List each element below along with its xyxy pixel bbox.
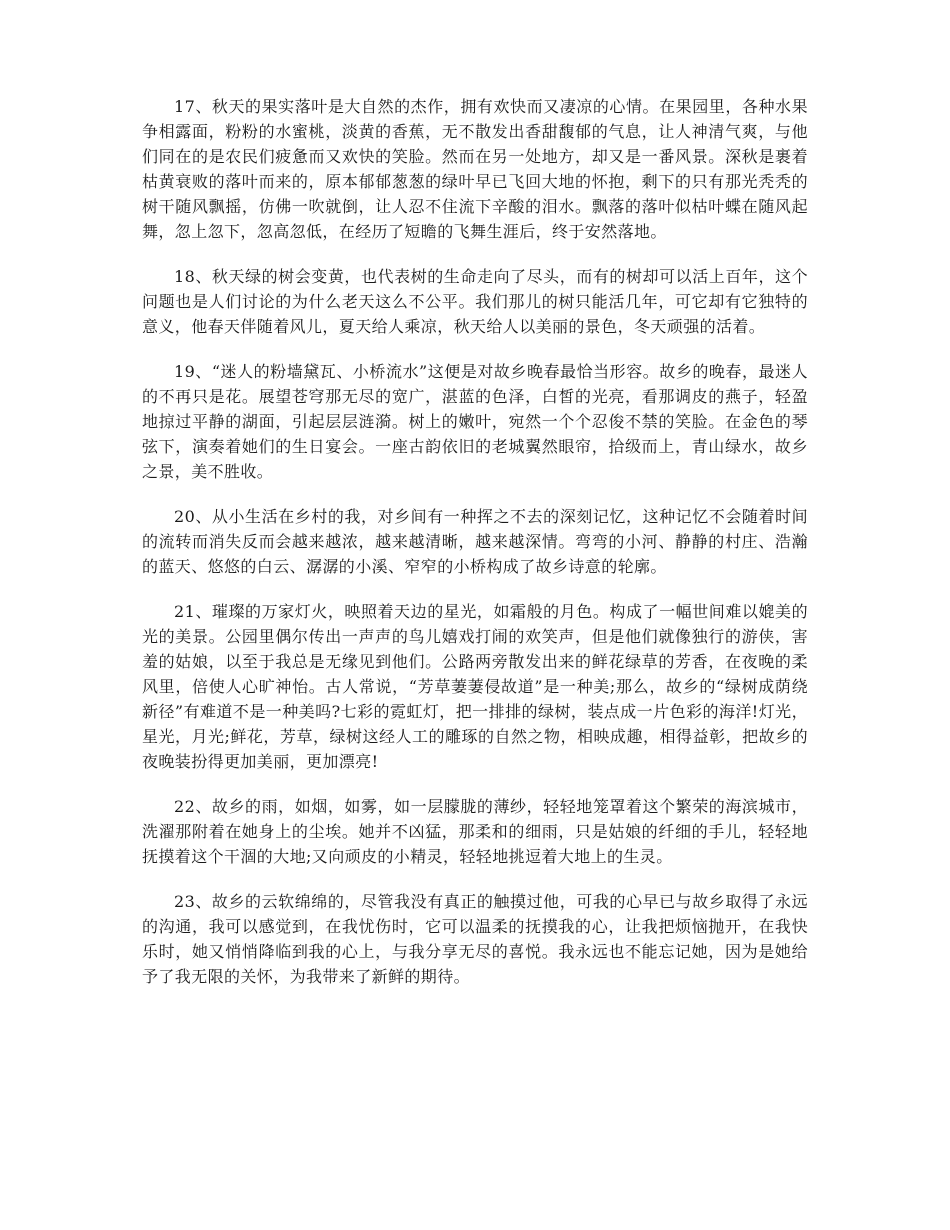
paragraph-19: 19、“迷人的粉墙黛瓦、小桥流水”这便是对故乡晚春最恰当形容。故乡的晚春，最迷人的不再只是花。展望苍穹那无尽的宽广，湛蓝的色泽，白皙的光亮，看那调皮的燕子，轻盈地掠过平静的湖面，引起层层涟漪。树上的嫩叶，宛然一个个忍俊不禁的笑脸。在金色的琴弦下，演奏着她们的生日宴会。一座古韵依旧的老城翼然眼帘，拾级而上，青山绿水，故乡之景，美不胜收。 xyxy=(142,362,808,481)
paragraph-22: 22、故乡的雨，如烟，如雾，如一层朦胧的薄纱，轻轻地笼罩着这个繁荣的海滨城市，洗濯那附着在她身上的尘埃。她并不凶猛，那柔和的细雨，只是姑娘的纤细的手儿，轻轻地抚摸着这个干涸的大地;又向顽皮的小精灵，轻轻地挑逗着大地上的生灵。 xyxy=(142,797,808,866)
paragraph-23: 23、故乡的云软绵绵的，尽管我没有真正的触摸过他，可我的心早已与故乡取得了永远的沟通，我可以感觉到，在我忧伤时，它可以温柔的抚摸我的心，让我把烦恼抛开，在我快乐时，她又悄悄降临到我的心上，与我分享无尽的喜悦。我永远也不能忘记她，因为是她给予了我无限的关怀，为我带来了新鲜的期待。 xyxy=(142,892,808,986)
paragraph-17: 17、秋天的果实落叶是大自然的杰作，拥有欢快而又凄凉的心情。在果园里，各种水果争相露面，粉粉的水蜜桃，淡黄的香蕉，无不散发出香甜馥郁的气息，让人神清气爽，与他们同在的是农民们疲惫而又欢快的笑脸。然而在另一处地方，却又是一番风景。深秋是裹着枯黄衰败的落叶而来的，原本郁郁葱葱的绿叶早已飞回大地的怀抱，剩下的只有那光秃秃的树干随风飘摇，仿佛一吹就倒，让人忍不住流下辛酸的泪水。飘落的落叶似枯叶蝶在随风起舞，忽上忽下，忽高忽低，在经历了短瞻的飞舞生涯后，终于安然落地。 xyxy=(142,97,808,241)
document-body xyxy=(142,94,808,1009)
paragraph-21: 21、璀璨的万家灯火，映照着天边的星光，如霜般的月色。构成了一幅世间难以媲美的光的美景。公园里偶尔传出一声声的鸟儿嬉戏打闹的欢笑声，但是他们就像独行的游侠，害羞的姑娘，以至于我总是无缘见到他们。公路两旁散发出来的鲜花绿草的芳香，在夜晚的柔风里，倍使人心旷神怡。古人常说，“芳草萋萋侵故道”是一种美;那么，故乡的“绿树成荫绕新径”有难道不是一种美吗?七彩的霓虹灯，把一排排的绿树，装点成一片色彩的海洋!灯光，星光，月光;鲜花，芳草，绿树这经人工的雕琢的自然之物，相映成趣，相得益彰，把故乡的夜晚装扮得更加美丽，更加漂亮! xyxy=(142,602,808,771)
paragraph-20: 20、从小生活在乡村的我，对乡间有一种挥之不去的深刻记忆，这种记忆不会随着时间的流转而消失反而会越来越浓，越来越清晰，越来越深情。弯弯的小河、静静的村庄、浩瀚的蓝天、悠悠的白云、潺潺的小溪、窄窄的小桥构成了故乡诗意的轮廓。 xyxy=(142,507,808,576)
paragraph-18: 18、秋天绿的树会变黄，也代表树的生命走向了尽头，而有的树却可以活上百年，这个问题也是人们讨论的为什么老天这么不公平。我们那儿的树只能活几年，可它却有它独特的意义，他春天伴随着风儿，夏天给人乘凉，秋天给人以美丽的景色，冬天顽强的活着。 xyxy=(142,267,808,336)
